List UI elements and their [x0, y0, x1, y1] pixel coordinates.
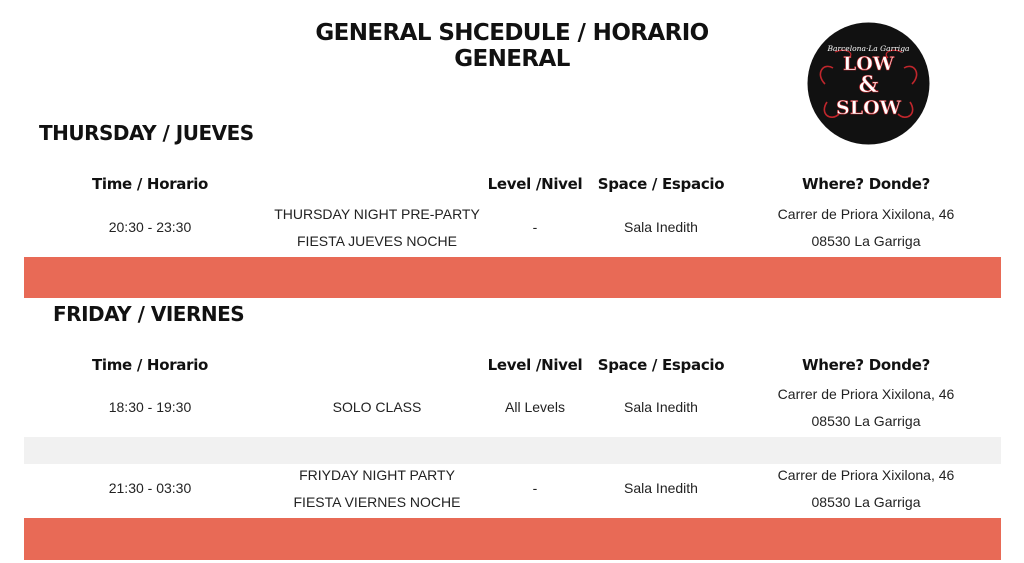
event-level: -: [532, 219, 538, 235]
event-level: All Levels: [505, 399, 565, 415]
column-header-level: Level /Nivel: [487, 356, 583, 374]
event-address-city: 08530 La Garriga: [811, 494, 921, 510]
column-header-space: Space / Espacio: [597, 356, 725, 374]
event-name-es: FIESTA JUEVES NOCHE: [297, 233, 457, 249]
section-divider-band: [24, 518, 1001, 560]
event-name-es: FIESTA VIERNES NOCHE: [293, 494, 461, 510]
column-header-time: Time / Horario: [91, 175, 209, 193]
logo-word-slow: SLOW: [836, 97, 901, 119]
event-time: 21:30 - 03:30: [108, 480, 192, 496]
event-address-street: Carrer de Priora Xixilona, 46: [777, 206, 955, 222]
event-address-street: Carrer de Priora Xixilona, 46: [777, 467, 955, 483]
logo-word-low: LOW: [842, 53, 895, 75]
logo-top-text: Barcelona·La Garriga: [827, 44, 910, 53]
event-name-en: FRIYDAY NIGHT PARTY: [299, 467, 455, 483]
event-space: Sala Inedith: [624, 480, 698, 496]
column-header-where: Where? Donde?: [801, 356, 931, 374]
event-space: Sala Inedith: [624, 399, 698, 415]
page-title: GENERAL SHCEDULE / HORARIO GENERAL: [315, 20, 709, 72]
column-header-space: Space / Espacio: [597, 175, 725, 193]
section-divider-band: [24, 257, 1001, 298]
event-level: -: [532, 480, 538, 496]
day-heading-thursday: THURSDAY / JUEVES: [39, 121, 254, 145]
event-time: 20:30 - 23:30: [108, 219, 192, 235]
logo-ampersand: &: [858, 72, 879, 98]
event-name-en: THURSDAY NIGHT PRE-PARTY: [274, 206, 480, 222]
event-space: Sala Inedith: [624, 219, 698, 235]
event-address-city: 08530 La Garriga: [811, 233, 921, 249]
event-address-city: 08530 La Garriga: [811, 413, 921, 429]
event-time: 18:30 - 19:30: [108, 399, 192, 415]
column-header-level: Level /Nivel: [487, 175, 583, 193]
event-address-street: Carrer de Priora Xixilona, 46: [777, 386, 955, 402]
event-name-en: SOLO CLASS: [332, 399, 422, 415]
day-heading-friday: FRIDAY / VIERNES: [53, 302, 245, 326]
low-and-slow-logo: [805, 22, 932, 145]
column-header-where: Where? Donde?: [801, 175, 931, 193]
column-header-time: Time / Horario: [91, 356, 209, 374]
row-separator-band: [24, 437, 1001, 464]
